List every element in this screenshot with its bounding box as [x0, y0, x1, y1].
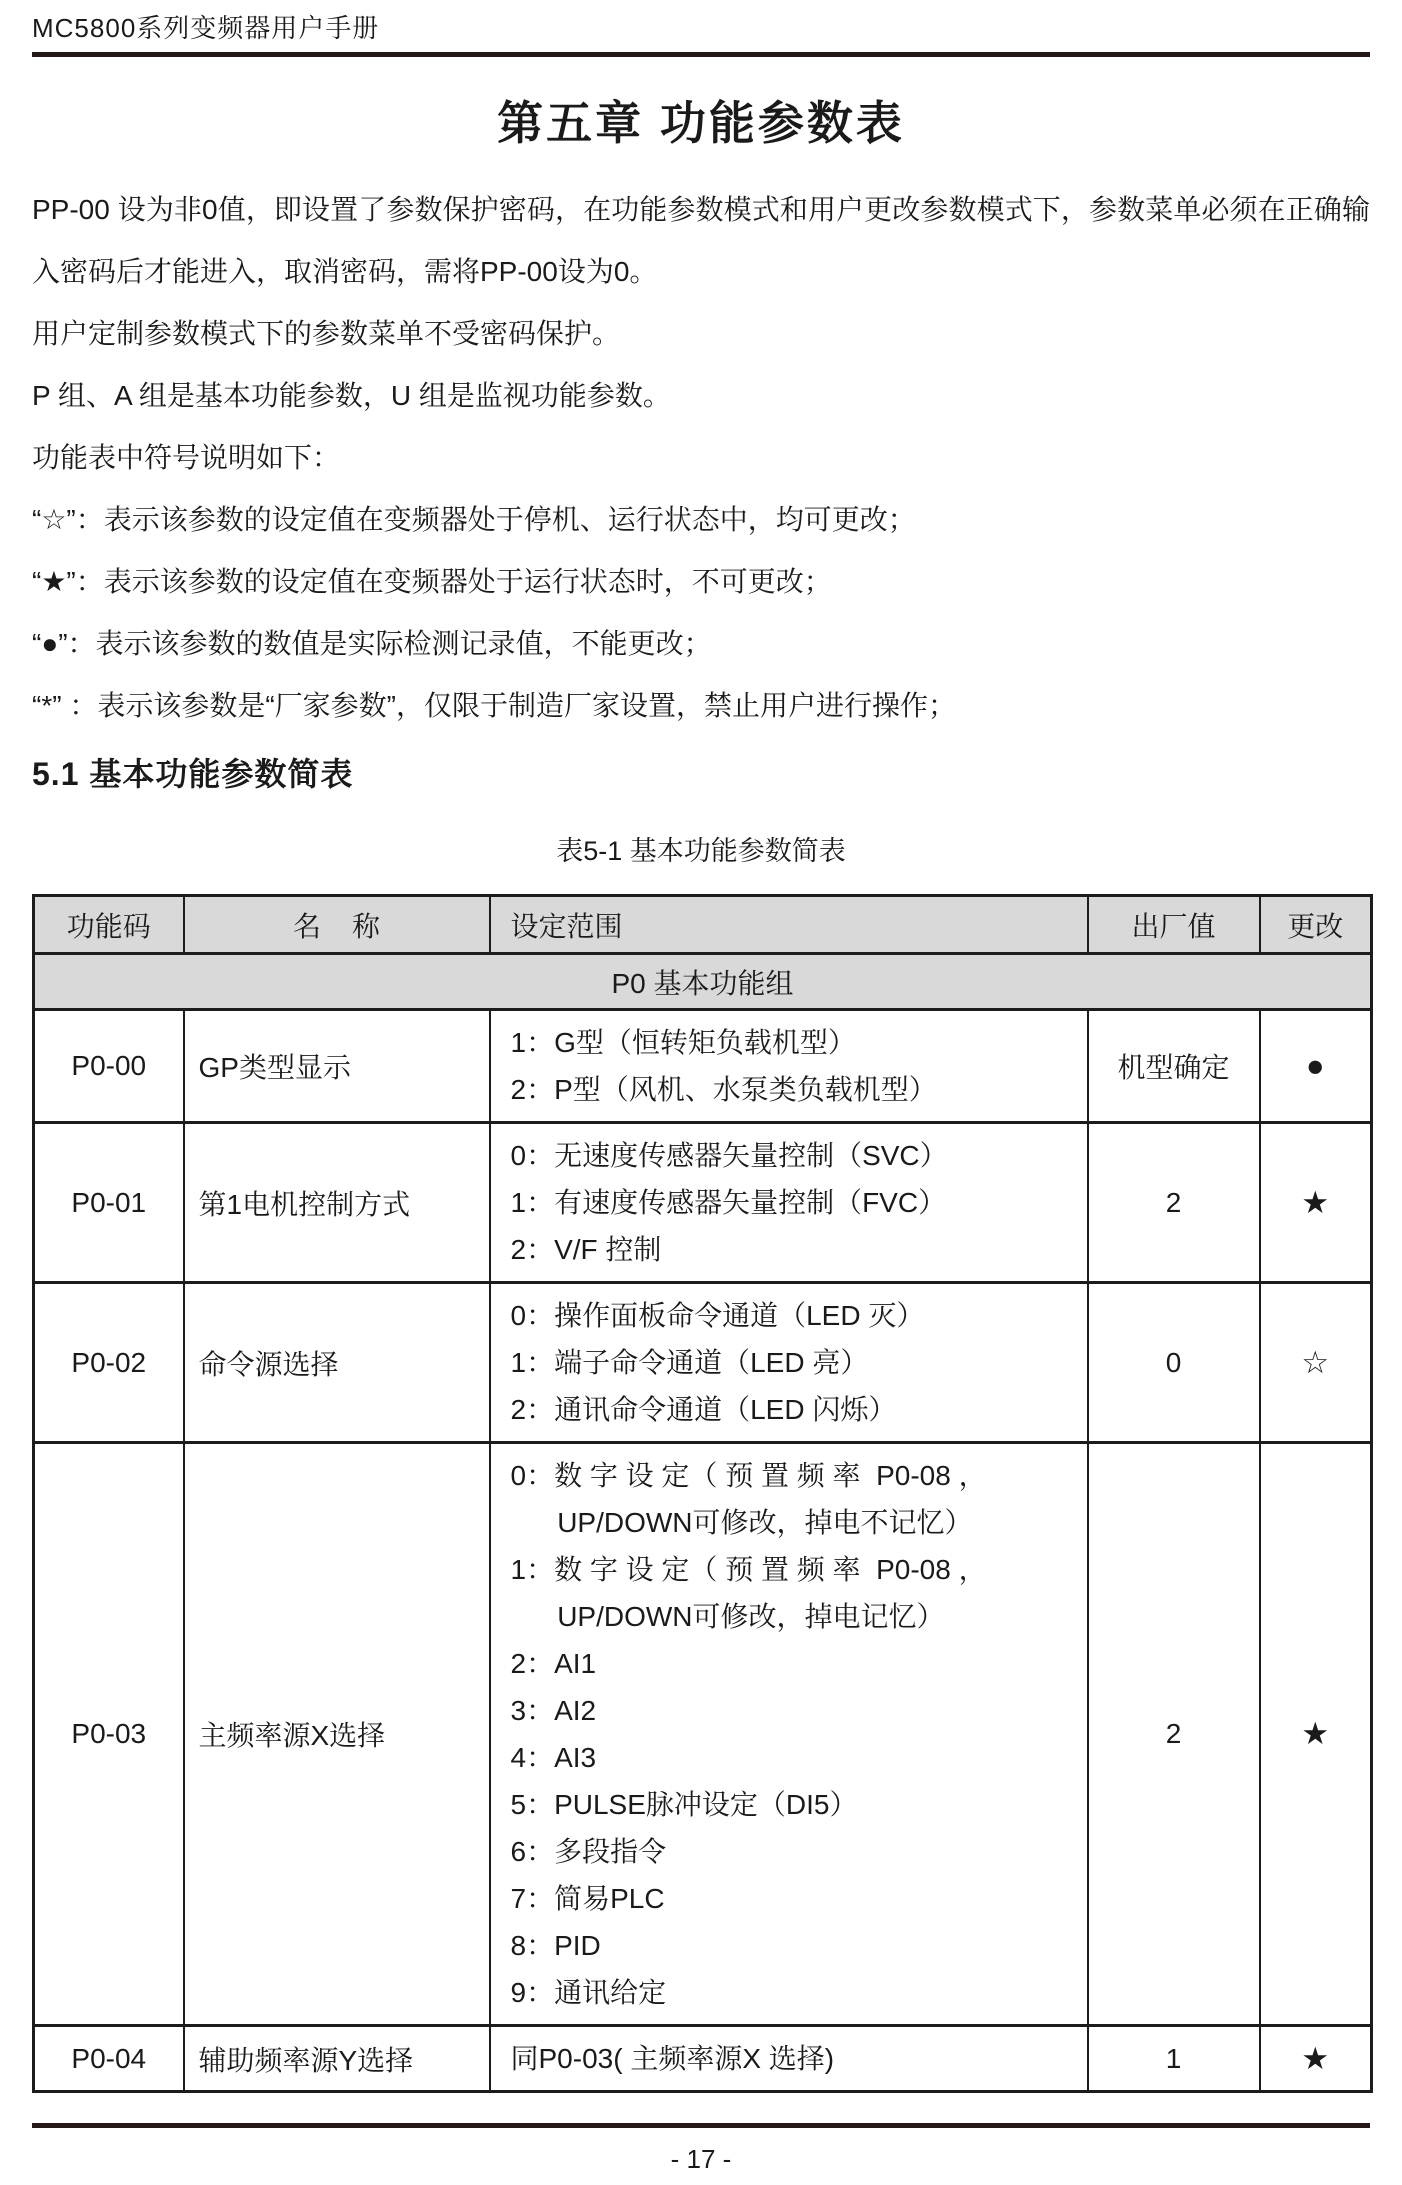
param-name-cell: GP类型显示 [184, 1010, 490, 1123]
parameter-row [34, 2026, 1372, 2092]
param-name-cell: 第1电机控制方式 [184, 1123, 490, 1283]
param-code-cell: P0-02 [34, 1283, 184, 1443]
param-range-cell [490, 1010, 1088, 1123]
param-default-cell: 0 [1088, 1283, 1260, 1443]
param-change-cell [1260, 1123, 1372, 1283]
range-option-line: 0：操作面板命令通道（LED 灭） [510, 1300, 925, 1331]
change-symbol: ★ [1301, 1184, 1330, 1220]
param-change-cell [1260, 1010, 1372, 1123]
range-option-line: 5：PULSE脉冲设定（DI5） [510, 1789, 858, 1820]
range-option-line: 2：AI1 [510, 1648, 597, 1679]
intro-paragraphs [32, 179, 1370, 737]
range-option-line: 1：端子命令通道（LED 亮） [510, 1347, 869, 1378]
range-option-line: 7：简易PLC [510, 1883, 665, 1914]
param-default-cell: 2 [1088, 1443, 1260, 2026]
param-code-cell: P0-03 [34, 1443, 184, 2026]
range-option-line: 8：PID [510, 1930, 601, 1961]
param-code-cell: P0-04 [34, 2026, 184, 2092]
param-range-cell [490, 1123, 1088, 1283]
paragraph: “●”：表示该参数的数值是实际检测记录值，不能更改； [32, 628, 712, 659]
header-factory-default: 出厂值 [1088, 896, 1260, 954]
param-change-cell [1260, 2026, 1372, 2092]
header-name: 名 称 [184, 896, 490, 954]
header-setting-range: 设定范围 [490, 896, 1088, 954]
table-header-row [34, 896, 1372, 954]
paragraph: “*” ：表示该参数是“厂家参数”，仅限于制造厂家设置，禁止用户进行操作； [32, 690, 956, 721]
range-option-line: 4：AI3 [510, 1742, 597, 1773]
parameter-table [32, 894, 1373, 2093]
parameter-row [34, 1010, 1372, 1123]
param-code-cell: P0-00 [34, 1010, 184, 1123]
page-footer [0, 2123, 1402, 2185]
param-name-cell: 主频率源X选择 [184, 1443, 490, 2026]
range-option-line: 2：P型（风机、水泵类负载机型） [510, 1074, 937, 1105]
table-body [34, 954, 1372, 2092]
range-option-line: 1：G型（恒转矩负载机型） [510, 1027, 856, 1058]
group-row [34, 954, 1372, 1010]
page-number: - 17 - [670, 2144, 732, 2174]
paragraph: “☆”：表示该参数的设定值在变频器处于停机、运行状态中，均可更改； [32, 504, 916, 535]
range-option-line: 1：有速度传感器矢量控制（FVC） [510, 1187, 947, 1218]
change-symbol: ☆ [1301, 1344, 1330, 1380]
range-option-line: 同P0-03( 主频率源X 选择) [510, 2043, 835, 2074]
param-change-cell [1260, 1283, 1372, 1443]
param-change-cell [1260, 1443, 1372, 2026]
parameter-row [34, 1123, 1372, 1283]
header-function-code: 功能码 [34, 896, 184, 954]
parameter-row [34, 1283, 1372, 1443]
paragraph: “★”：表示该参数的设定值在变频器处于运行状态时，不可更改； [32, 566, 832, 597]
param-default-cell: 1 [1088, 2026, 1260, 2092]
change-symbol: ★ [1301, 2040, 1330, 2076]
header-rule [32, 52, 1370, 57]
range-option-line: 0：无速度传感器矢量控制（SVC） [510, 1140, 948, 1171]
param-default-cell: 2 [1088, 1123, 1260, 1283]
param-range-cell [490, 1283, 1088, 1443]
param-range-cell [490, 2026, 1088, 2092]
chapter-title: 第五章 功能参数表 [497, 97, 905, 149]
paragraph: PP-00 设为非0值，即设置了参数保护密码，在功能参数模式和用户更改参数模式下，参数菜单必须在正确输入密码后才能进入，取消密码，需将PP-00设为0。 [32, 194, 1370, 287]
footer-rule [32, 2123, 1370, 2128]
range-option-line: 6：多段指令 [510, 1836, 667, 1867]
paragraph: 功能表中符号说明如下： [32, 442, 341, 473]
range-option-line: 9：通讯给定 [510, 1977, 667, 2008]
table-caption: 表5-1 基本功能参数简表 [556, 836, 846, 866]
parameter-row [34, 1443, 1372, 2026]
range-option-line: UP/DOWN可修改，掉电记忆） [510, 1601, 945, 1632]
running-header: MC5800系列变频器用户手册 [32, 13, 380, 43]
range-option-line: 2：V/F 控制 [510, 1234, 662, 1265]
header-change: 更改 [1260, 896, 1372, 954]
param-range-cell [490, 1443, 1088, 2026]
range-option-line: 3：AI2 [510, 1695, 597, 1726]
param-code-cell: P0-01 [34, 1123, 184, 1283]
paragraph: 用户定制参数模式下的参数菜单不受密码保护。 [32, 318, 621, 349]
range-option-line: 2：通讯命令通道（LED 闪烁） [510, 1394, 897, 1425]
change-symbol: ● [1305, 1048, 1325, 1083]
paragraph: P 组、A 组是基本功能参数，U 组是监视功能参数。 [32, 380, 671, 411]
param-name-cell: 命令源选择 [184, 1283, 490, 1443]
range-option-line: 1：数 字 设 定（ 预 置 频 率 P0-08 ， [510, 1554, 987, 1585]
param-default-cell: 机型确定 [1088, 1010, 1260, 1123]
range-option-line: 0：数 字 设 定（ 预 置 频 率 P0-08 ， [510, 1460, 987, 1491]
section-heading: 5.1 基本功能参数简表 [32, 756, 354, 792]
range-option-line: UP/DOWN可修改，掉电不记忆） [510, 1507, 973, 1538]
change-symbol: ★ [1301, 1716, 1330, 1751]
param-name-cell: 辅助频率源Y选择 [184, 2026, 490, 2092]
group-row-label: P0 基本功能组 [34, 954, 1372, 1010]
